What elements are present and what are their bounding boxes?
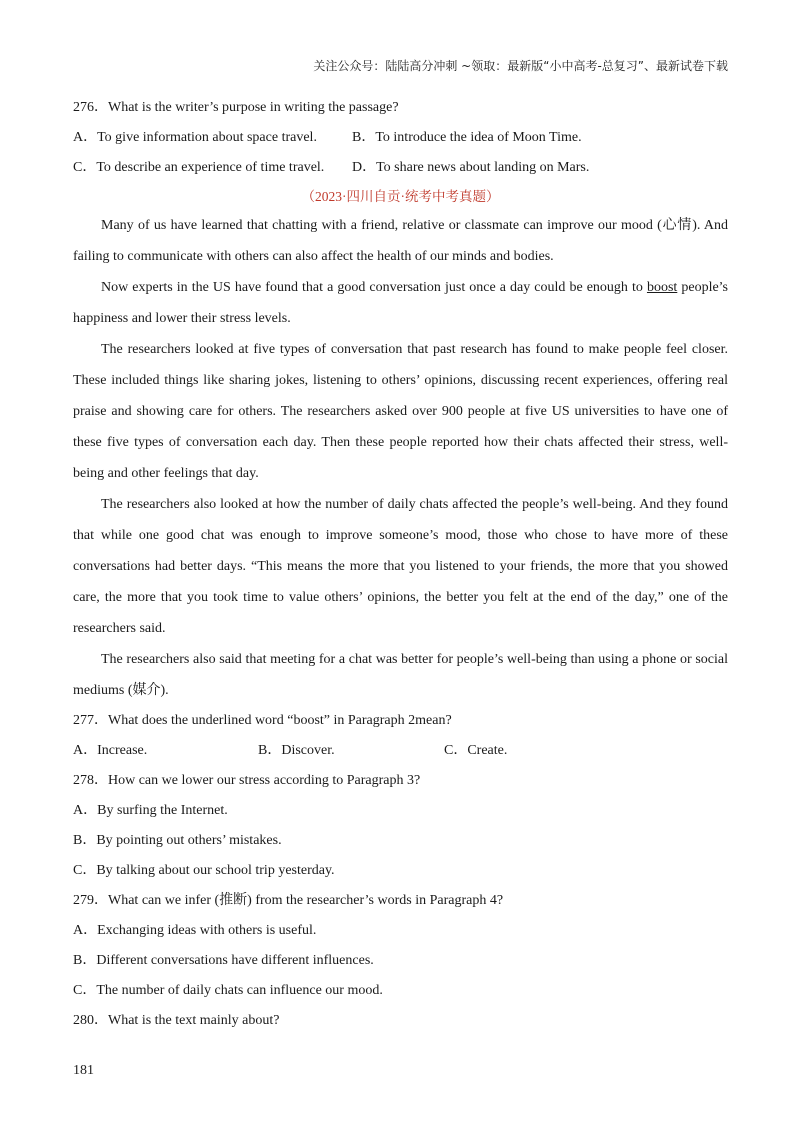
question-text: 276．What is the writer’s purpose in writing the passage?: [73, 100, 399, 115]
page-header: 关注公众号：陆陆高分冲刺 ~领取：最新版“小中高考-总复习”、最新试卷下载: [313, 59, 728, 73]
option-b: B．By pointing out others’ mistakes.: [73, 833, 282, 848]
question-text: 277．What does the underlined word “boost” in Paragraph 2mean?: [73, 713, 452, 728]
option-c: C．The number of daily chats can influence our mood.: [73, 983, 383, 998]
question-280: [73, 1011, 728, 1031]
options-row: [73, 158, 728, 178]
question-277: [73, 711, 728, 761]
paragraph-5: [73, 644, 728, 706]
question-279: [73, 891, 728, 1001]
question-text: 279．What can we infer (推断) from the researcher’s words in Paragraph 4?: [73, 893, 504, 908]
option-b: B．To introduce the idea of Moon Time.: [352, 130, 582, 145]
paragraph-3-text: The researchers looked at five types of conversation that past research has found to make people feel closer. These included things like sharing jokes, listening to others’ opinions, discussing recent experiences, offering real praise and showing care for others. The researchers asked over 900 people at five US universities to have one of these five types of conversation each day. Then these people reported how their chats affected their stress, well-being and other feelings that day.: [73, 342, 728, 481]
option-c: C．To describe an experience of time travel.: [73, 160, 325, 175]
question-text: 278．How can we lower our stress according to Paragraph 3?: [73, 773, 421, 788]
paragraph-2-after: people’s happiness and lower their stress levels.: [73, 280, 729, 326]
option-d: D．To share news about landing on Mars.: [352, 160, 590, 175]
paragraph-1-text: Many of us have learned that chatting with a friend, relative or classmate can improve our mood (心情). And failing to communicate with others can also affect the health of our minds and bodies.: [73, 218, 728, 264]
paragraph-4: [73, 489, 728, 644]
reading-passage: [73, 210, 728, 706]
question-text: 280．What is the text mainly about?: [73, 1013, 280, 1028]
question-276: [73, 98, 728, 178]
option-c: C．Create.: [444, 743, 508, 758]
option-a: A．To give information about space travel.: [73, 130, 317, 145]
paragraph-4-text: The researchers also looked at how the number of daily chats affected the people’s well-being. And they found that while one good chat was enough to improve someone’s mood, those who chose to have more of these conversations had better days. “This means the more that you listened to your friends, the more that you showed care, the more that you took time to value others’ opinions, the better you felt at the end of the day,” one of the researchers said.: [73, 497, 728, 636]
paragraph-3: [73, 334, 728, 489]
paragraph-5-text: The researchers also said that meeting for a chat was better for people’s well-being than using a phone or social mediums (媒介).: [73, 652, 728, 698]
page-number: 181: [73, 1063, 94, 1078]
question-278: [73, 771, 728, 881]
page-content: [73, 98, 728, 1031]
paragraph-2-before: Now experts in the US have found that a good conversation just once a day could be enough to: [101, 280, 647, 295]
exam-source: （2023·四川自贡·统考中考真题）: [301, 189, 500, 204]
option-b: B．Discover.: [258, 743, 335, 758]
option-b: B．Different conversations have different influences.: [73, 953, 374, 968]
option-a: A．Increase.: [73, 743, 148, 758]
paragraph-2: [73, 272, 728, 334]
underlined-word-boost: boost: [646, 280, 678, 295]
option-c: C．By talking about our school trip yesterday.: [73, 863, 335, 878]
options-row: [73, 128, 728, 148]
options-row: [73, 741, 728, 761]
option-a: A．Exchanging ideas with others is useful.: [73, 923, 317, 938]
paragraph-1: [73, 210, 728, 272]
option-a: A．By surfing the Internet.: [73, 803, 228, 818]
